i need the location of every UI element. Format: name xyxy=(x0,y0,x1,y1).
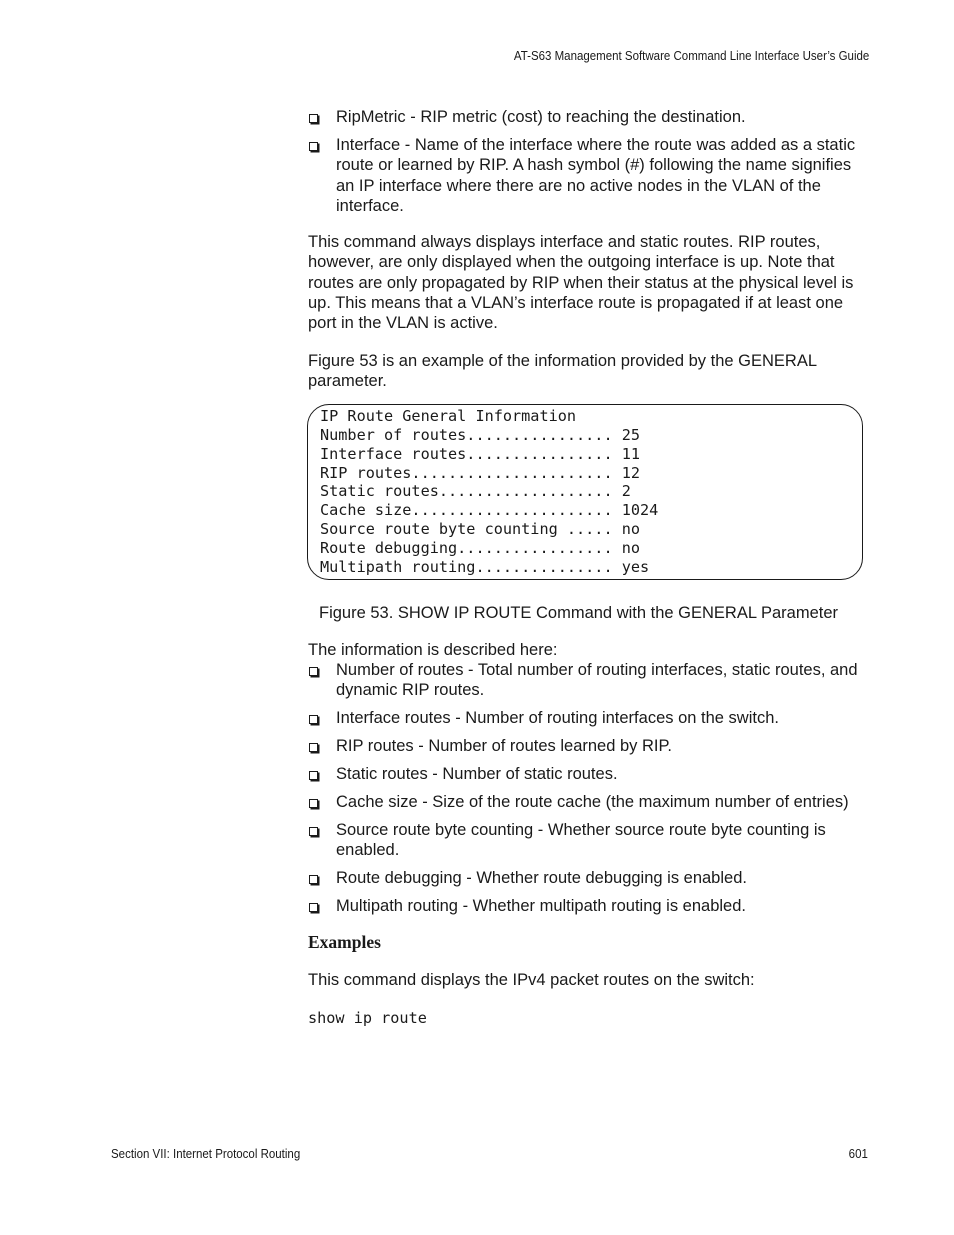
list-item xyxy=(308,792,873,812)
list-item-text: Interface - Name of the interface where the route was added as a static route or learned by RIP. A hash symbol (#) following the name signifies an IP interface where there are no active nodes in the VLAN of the interface. xyxy=(336,135,856,215)
paragraph: Figure 53 is an example of the information provided by the GENERAL parameter. xyxy=(308,351,817,390)
list-item-text: Route debugging - Whether route debugging is enabled. xyxy=(336,869,747,888)
list-item xyxy=(308,736,873,756)
list-item xyxy=(308,820,873,861)
list-item xyxy=(308,107,873,127)
list-item-text: RipMetric - RIP metric (cost) to reaching the destination. xyxy=(336,108,746,126)
code-line: Multipath routing............... yes xyxy=(320,557,650,576)
list-item-text: Multipath routing - Whether multipath routing is enabled. xyxy=(336,897,746,916)
section-heading: Examples xyxy=(308,931,381,952)
list-item xyxy=(308,135,873,216)
paragraph: This command displays the IPv4 packet routes on the switch: xyxy=(308,970,755,989)
list-item xyxy=(308,896,873,916)
list-item xyxy=(308,708,873,728)
list-item-text: Static routes - Number of static routes. xyxy=(336,765,618,784)
list-item xyxy=(308,660,873,701)
paragraph: This command always displays interface and static routes. RIP routes, however, are only displayed when the outgoing interface is up. Note that routes are only propagated by RIP when their status at the physical level is up. This means that a VLAN’s interface route is propagated if at least one port in the VLAN is active. xyxy=(308,233,854,333)
checkbox-bullet-icon xyxy=(309,743,318,752)
list-item xyxy=(308,868,873,888)
checkbox-bullet-icon xyxy=(309,114,318,123)
list-item-text: Number of routes - Total number of routing interfaces, static routes, and dynamic RIP routes. xyxy=(336,660,858,700)
page-number: 601 xyxy=(848,1147,868,1161)
checkbox-bullet-icon xyxy=(309,799,318,808)
checkbox-bullet-icon xyxy=(309,142,318,151)
footer-section: Section VII: Internet Protocol Routing xyxy=(111,1147,301,1161)
command-example: show ip route xyxy=(308,1009,427,1028)
code-line: Number of routes................ 25 xyxy=(320,426,641,445)
paragraph: The information is described here: xyxy=(308,640,558,659)
figure-caption: Figure 53. SHOW IP ROUTE Command with the GENERAL Parameter xyxy=(319,604,839,623)
checkbox-bullet-icon xyxy=(309,827,318,836)
checkbox-bullet-icon xyxy=(309,715,318,724)
checkbox-bullet-icon xyxy=(309,771,318,780)
code-line: Source route byte counting ..... no xyxy=(320,520,641,539)
code-line: Interface routes................ 11 xyxy=(320,444,641,463)
code-line: IP Route General Information xyxy=(320,407,577,426)
code-line: Static routes................... 2 xyxy=(320,482,631,501)
checkbox-bullet-icon xyxy=(309,667,318,676)
bullet-list-fields xyxy=(308,107,873,216)
running-header: AT-S63 Management Software Command Line Interface User’s Guide xyxy=(513,49,869,63)
code-figure xyxy=(307,404,863,580)
bullet-list-info xyxy=(308,660,873,917)
list-item-text: Source route byte counting - Whether source route byte counting is enabled. xyxy=(336,821,826,860)
code-line: RIP routes...................... 12 xyxy=(320,463,641,482)
list-item-text: Interface routes - Number of routing interfaces on the switch. xyxy=(336,709,779,728)
list-item xyxy=(308,764,873,784)
code-line: Cache size...................... 1024 xyxy=(320,501,659,520)
list-item-text: RIP routes - Number of routes learned by RIP. xyxy=(336,737,672,756)
checkbox-bullet-icon xyxy=(309,903,318,912)
checkbox-bullet-icon xyxy=(309,875,318,884)
list-item-text: Cache size - Size of the route cache (the maximum number of entries) xyxy=(336,793,849,812)
main-content xyxy=(308,107,873,1029)
code-line: Route debugging................. no xyxy=(320,538,641,557)
